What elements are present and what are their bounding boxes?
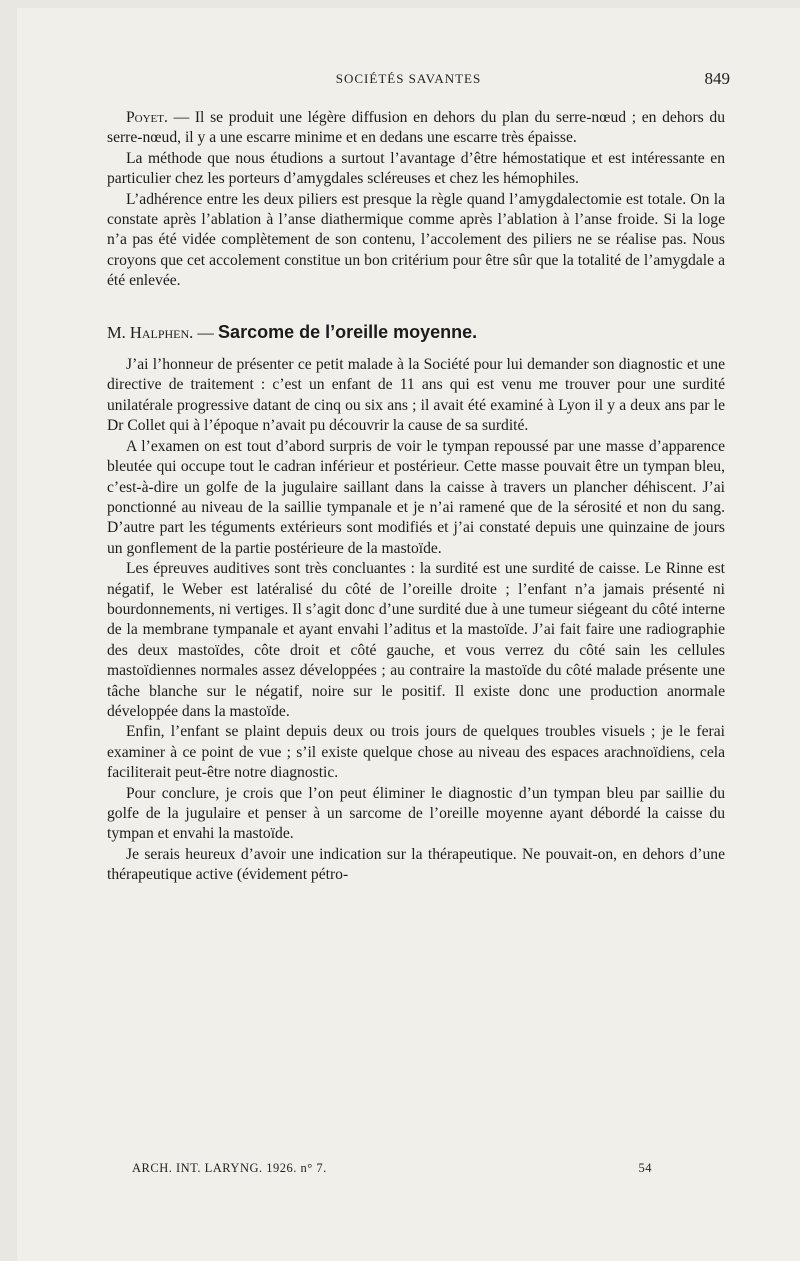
paragraph	[107, 108, 725, 149]
heading-dash: —	[193, 322, 219, 342]
speaker-name: Poyet.	[126, 109, 168, 126]
signature-mark: 54	[638, 1161, 652, 1175]
section-title: Sarcome de l’oreille moyenne.	[218, 321, 478, 342]
paragraph: La méthode que nous étudions a surtout l’avantage d’être hémostatique et est intéressante en particulier chez les porteurs d’amygdales scléreuses et chez les hémophiles.	[107, 149, 725, 188]
section-heading	[107, 322, 725, 343]
paragraph: L’adhérence entre les deux piliers est presque la règle quand l’amygdalectomie est totale. On la constate après l’ablation à l’anse diathermique comme après l’ablation à l’anse froide. Si la loge n’a pas été vidée complètement de son contenu, l’accolement des piliers ne se réalise pas. Nous croyons que cet accolement constitue un bon critérium pour être sûr que la totalité de l’amygdale a été enlevée.	[107, 190, 725, 290]
journal-reference: ARCH. INT. LARYNG. 1926. n° 7.	[132, 1161, 327, 1175]
paragraph: Les épreuves auditives sont très concluantes : la surdité est une surdité de caisse. Le Rinne est négatif, le Weber est latéralisé du côté de l’oreille droite ; l’enfant n’a jamais présenté ni bourdonnements, ni vertiges. Il s’agit donc d’une surdité due à une tumeur siégeant du côté interne de la membrane tympanale et ayant envahi l’aditus et la mastoïde. J’ai fait faire une radiographie des deux mastoïdes, côte droit et côté gauche, et vous verrez du côté sain les cellules mastoïdiennes normales assez développées ; au contraire la mastoïde du côté malade présente une tâche blanche sur le négatif, noire sur le positif. Il existe donc une production anormale développée dans la mastoïde.	[107, 560, 725, 720]
paragraph: J’ai l’honneur de présenter ce petit malade à la Société pour lui demander son diagnostic et une directive de traitement : c’est un enfant de 11 ans qui est venu me trouver pour une surdité unilatérale progressive datant de cinq ou six ans ; il avait été examiné à Lyon il y a deux ans par le Dr Collet qui à l’époque n’avait pu découvrir la cause de sa surdité.	[107, 356, 725, 435]
author-name: Halphen.	[129, 322, 194, 342]
paragraph: A l’examen on est tout d’abord surpris de voir le tympan repoussé par une masse d’apparence bleutée qui occupe tout le cadran inférieur et postérieur. Cette masse pouvait être un tympan bleu, c’est-à-dire un golfe de la jugulaire saillant dans la caisse à travers un plancher déhiscent. J’ai ponctionné au niveau de la saillie tympanale et je n’ai ramené que de la sérosité et non du sang. D’autre part les téguments extérieurs sont modifiés et j’ai constaté depuis une quinzaine de jours un gonflement de la partie postérieure de la mastoïde.	[107, 437, 725, 557]
paragraph: Enfin, l’enfant se plaint depuis deux ou trois jours de quelques troubles visuels ; je le ferai examiner à ce point de vue ; s’il existe quelque chose au niveau des espaces arachnoïdiens, cela faciliterait peut-être notre diagnostic.	[107, 723, 725, 782]
body-text	[107, 108, 725, 886]
running-title: SOCIÉTÉS SAVANTES	[335, 71, 482, 86]
paragraph: Pour conclure, je crois que l’on peut éliminer le diagnostic d’un tympan bleu par saillie du golfe de la jugulaire et penser à un sarcome de l’oreille moyenne ayant débordé la caisse du tympan et envahi la mastoïde.	[107, 784, 725, 843]
paragraph-text: — Il se produit une légère diffusion en dehors du plan du serre-nœud ; en dehors du serre-nœud, il y a une escarre minime et en dedans une escarre très épaisse.	[107, 109, 725, 147]
author-prefix: M.	[107, 322, 130, 342]
running-header	[17, 71, 800, 89]
paragraph: Je serais heureux d’avoir une indication sur la thérapeutique. Ne pouvait-on, en dehors d’une thérapeutique active (évidement pétro-	[107, 845, 725, 884]
page	[17, 8, 800, 1261]
page-number: 849	[704, 69, 730, 88]
